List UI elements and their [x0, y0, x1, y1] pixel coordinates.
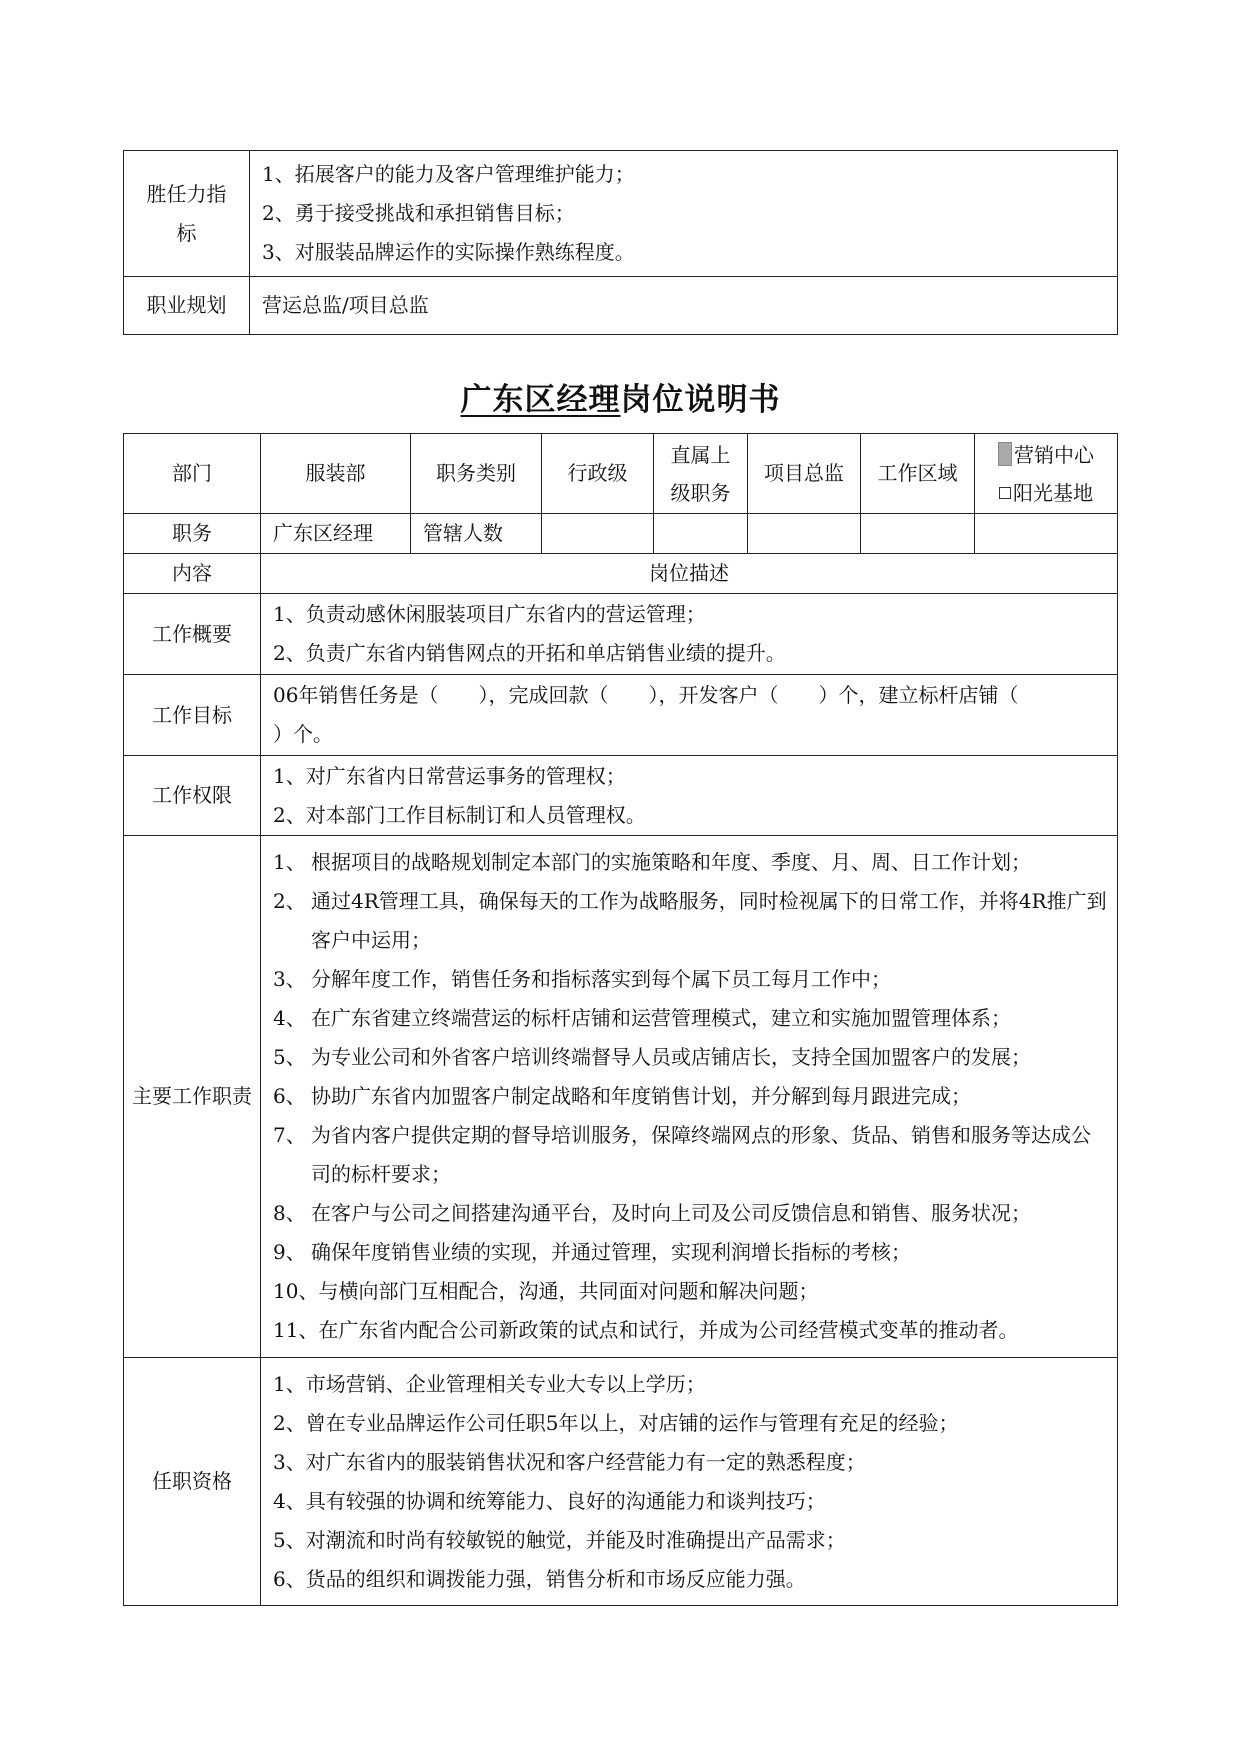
area-options [975, 434, 1118, 514]
duty-number: 11、 [273, 1318, 319, 1342]
duty-item [273, 1272, 1109, 1311]
duties-label [124, 836, 261, 1358]
superior-value: 项目总监 [748, 434, 861, 514]
qualifications-items [261, 1358, 1118, 1606]
goals-row [124, 675, 1118, 756]
checkbox-icon[interactable] [998, 442, 1012, 466]
duty-text: 分解年度工作，销售任务和指标落实到每个属下员工每月工作中； [311, 967, 891, 991]
goals-line: 06年销售任务是（ ），完成回款（ ），开发客户（ ）个，建立标杆店铺（ [273, 683, 1019, 707]
duty-text: 在客户与公司之间搭建沟通平台，及时向上司及公司反馈信息和销售、服务状况； [311, 1201, 1031, 1225]
description-label: 岗位描述 [261, 554, 1118, 594]
authority-label: 工作权限 [124, 756, 261, 836]
area-option-sunshine[interactable] [975, 474, 1117, 512]
duty-item [273, 1194, 1109, 1233]
competency-label-text: 胜任力指标 [146, 181, 227, 245]
authority-item: 2、对本部门工作目标制订和人员管理权。 [273, 802, 646, 827]
competency-label [124, 151, 250, 277]
duty-text: 在广东省建立终端营运的标杆店铺和运营管理模式，建立和实施加盟管理体系； [311, 1006, 1011, 1030]
superior-label [654, 434, 748, 514]
career-value: 营运总监/项目总监 [250, 277, 1118, 335]
overview-item: 2、负责广东省内销售网点的开拓和单店销售业绩的提升。 [273, 641, 786, 665]
competency-item: 2、勇于接受挑战和承担销售目标； [262, 201, 575, 225]
qualifications-row [124, 1358, 1118, 1606]
duty-item [273, 1311, 1109, 1350]
duty-number: 10、 [273, 1279, 319, 1303]
authority-item: 1、对广东省内日常营运事务的管理权； [273, 763, 626, 788]
qualification-item: 3、对广东省内的服装销售状况和客户经营能力有一定的熟悉程度； [273, 1449, 866, 1474]
duty-item [273, 960, 1109, 999]
category-value: 行政级 [542, 434, 654, 514]
duty-item [273, 1038, 1109, 1077]
dept-value: 服装部 [261, 434, 411, 514]
authority-row [124, 756, 1118, 836]
dept-label: 部门 [124, 434, 261, 514]
duty-number: 7、 [273, 1123, 306, 1147]
duty-number: 9、 [273, 1240, 306, 1264]
qualification-item: 4、具有较强的协调和统筹能力、良好的沟通能力和谈判技巧； [273, 1488, 826, 1513]
duty-text: 为省内客户提供定期的督导培训服务，保障终端网点的形象、货品、销售和服务等达成公司的标杆要求； [311, 1123, 1091, 1186]
duty-item [273, 999, 1109, 1038]
qualifications-label: 任职资格 [124, 1358, 261, 1606]
document-title-position: 广东区经理 [460, 382, 621, 418]
duties-items [261, 836, 1118, 1358]
duty-text: 协助广东省内加盟客户制定战略和年度销售计划，并分解到每月跟进完成； [311, 1084, 971, 1108]
qualification-item: 6、货品的组织和调拨能力强，销售分析和市场反应能力强。 [273, 1566, 806, 1591]
document-title-rest: 岗位说明书 [620, 382, 781, 418]
duty-text: 在广东省内配合公司新政策的试点和试行，并成为公司经营模式变革的推动者。 [318, 1318, 1019, 1342]
duty-text: 为专业公司和外省客户培训终端督导人员或店铺店长，支持全国加盟客户的发展； [311, 1045, 1031, 1069]
competency-item: 1、拓展客户的能力及客户管理维护能力； [262, 162, 635, 186]
empty-cell [654, 514, 748, 554]
content-row [124, 554, 1118, 594]
superior-label-text: 直属上级职务 [670, 442, 731, 505]
position-row [124, 514, 1118, 554]
empty-cell [861, 514, 975, 554]
competency-row [124, 151, 1118, 277]
qualification-item: 1、市场营销、企业管理相关专业大专以上学历； [273, 1371, 706, 1396]
empty-cell [975, 514, 1118, 554]
qualification-item: 5、对潮流和时尚有较敏锐的触觉，并能及时准确提出产品需求； [273, 1527, 846, 1552]
duty-item [273, 1233, 1109, 1272]
duty-number: 3、 [273, 967, 306, 991]
duty-item [273, 1116, 1109, 1194]
overview-items [261, 594, 1118, 675]
goals-label: 工作目标 [124, 675, 261, 756]
duties-row [124, 836, 1118, 1358]
career-label: 职业规划 [124, 277, 250, 335]
career-row [124, 277, 1118, 335]
competency-item: 3、对服装品牌运作的实际操作熟练程度。 [262, 240, 635, 264]
duty-item [273, 882, 1109, 960]
goals-text [261, 675, 1118, 756]
checkbox-icon[interactable] [999, 487, 1011, 499]
staff-value [542, 514, 654, 554]
document-title [0, 378, 1241, 422]
duty-number: 4、 [273, 1006, 306, 1030]
duty-number: 6、 [273, 1084, 306, 1108]
duty-text: 根据项目的战略规划制定本部门的实施策略和年度、季度、月、周、日工作计划； [311, 850, 1031, 874]
duty-text: 确保年度销售业绩的实现，并通过管理，实现利润增长指标的考核； [311, 1240, 911, 1264]
area-label: 工作区域 [861, 434, 975, 514]
goals-line: ）个。 [273, 722, 333, 746]
duty-number: 8、 [273, 1201, 306, 1225]
duty-number: 1、 [273, 850, 306, 874]
duty-number: 2、 [273, 889, 306, 913]
overview-item: 1、负责动感休闲服装项目广东省内的营运管理； [273, 602, 706, 626]
competency-items [250, 151, 1118, 277]
duty-item [273, 843, 1109, 882]
category-label: 职务类别 [411, 434, 542, 514]
duty-text: 通过4R管理工具，确保每天的工作为战略服务，同时检视属下的日常工作，并将4R推广到客户中运用； [311, 889, 1107, 952]
overview-label: 工作概要 [124, 594, 261, 675]
authority-items [261, 756, 1118, 836]
header-row [124, 434, 1118, 514]
area-option-label: 营销中心 [1014, 442, 1094, 467]
position-value: 广东区经理 [261, 514, 411, 554]
area-option-label: 阳光基地 [1013, 480, 1093, 505]
empty-cell [748, 514, 861, 554]
duty-item [273, 1077, 1109, 1116]
duty-number: 5、 [273, 1045, 306, 1069]
duties-label-text: 主要工作职责 [132, 1084, 252, 1108]
staff-label: 管辖人数 [411, 514, 542, 554]
qualification-item: 2、曾在专业品牌运作公司任职5年以上，对店铺的运作与管理有充足的经验； [273, 1410, 959, 1435]
duty-text: 与横向部门互相配合，沟通，共同面对问题和解决问题； [318, 1279, 819, 1303]
area-option-marketing[interactable] [975, 436, 1117, 474]
overview-row [124, 594, 1118, 675]
content-label: 内容 [124, 554, 261, 594]
top-table [123, 150, 1118, 335]
job-description-table [123, 433, 1118, 1606]
position-label: 职务 [124, 514, 261, 554]
